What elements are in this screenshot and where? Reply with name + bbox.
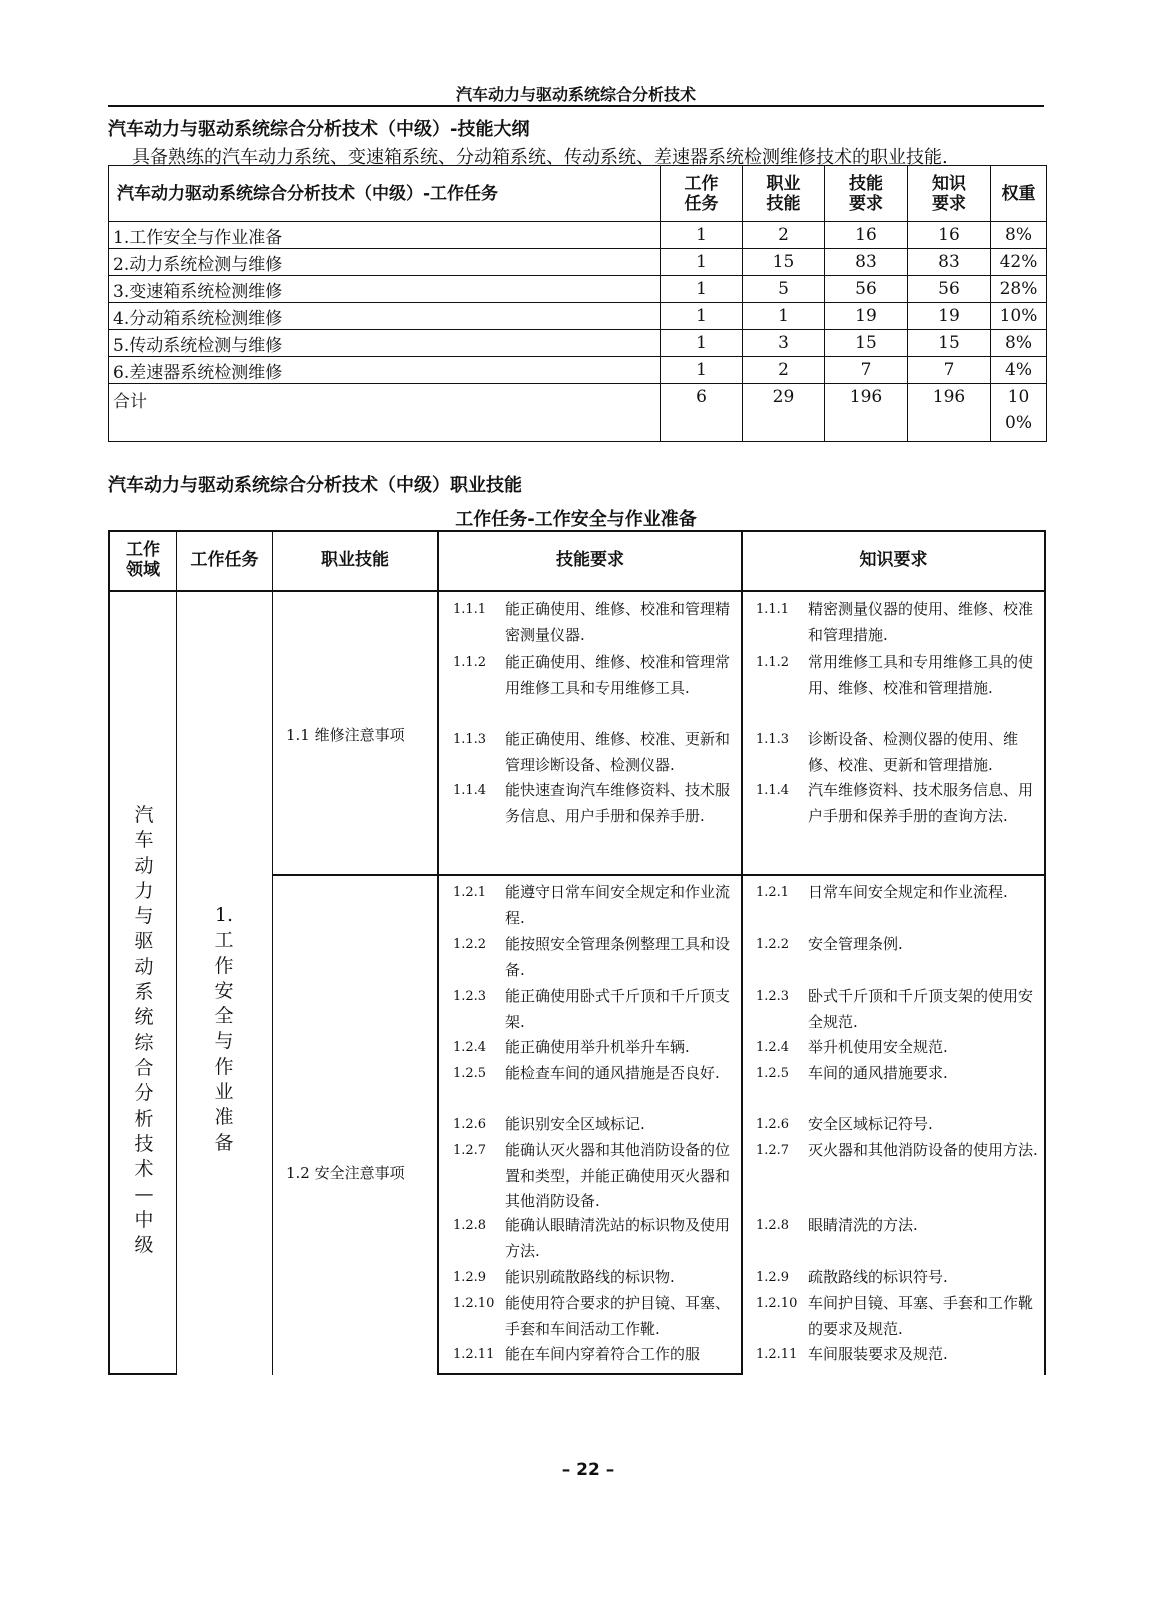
summary-value-cell: 19 xyxy=(825,303,908,330)
summary-value-cell: 19 xyxy=(908,303,991,330)
detail-header-domain xyxy=(110,530,176,590)
item-number: 1.2.2 xyxy=(453,937,487,952)
skill-req-item xyxy=(453,1265,736,1291)
knowledge-req-item xyxy=(756,984,1039,1035)
item-text: 能遵守日常车间安全规定和作业流程. xyxy=(505,883,731,927)
summary-value-cell: 2 xyxy=(743,222,825,249)
item-number: 1.2.1 xyxy=(453,885,487,900)
summary-row xyxy=(109,222,1047,249)
outline-title: 汽车动力与驱动系统综合分析技术（中级）-技能大纲 xyxy=(108,119,530,140)
knowledge-req-item xyxy=(756,1265,1039,1291)
item-text: 能快速查询汽车维修资料、技术服务信息、用户手册和保养手册. xyxy=(505,781,731,825)
summary-value-cell: 83 xyxy=(825,249,908,276)
summary-header-weight: 权重 xyxy=(991,166,1047,222)
item-text: 能正确使用卧式千斤顶和千斤顶支架. xyxy=(505,987,731,1031)
skill-name-1-1: 1.1 维修注意事项 xyxy=(286,726,405,744)
grid-line xyxy=(1044,530,1046,1375)
item-text: 安全区域标记符号. xyxy=(808,1115,933,1133)
grid-line xyxy=(108,530,110,1375)
item-number: 1.1.3 xyxy=(756,732,790,747)
summary-row xyxy=(109,357,1047,384)
item-text: 精密测量仪器的使用、维修、校准和管理措施. xyxy=(808,600,1034,644)
skill-req-item xyxy=(453,1061,736,1087)
item-text: 能正确使用、维修、校准、更新和管理诊断设备、检测仪器. xyxy=(505,730,731,774)
summary-value-cell: 56 xyxy=(825,276,908,303)
item-text: 能按照安全管理条例整理工具和设备. xyxy=(505,935,731,979)
skill-req-item xyxy=(453,1138,736,1215)
grid-line xyxy=(437,530,439,1375)
summary-task-cell: 5.传动系统检测与维修 xyxy=(109,330,661,357)
summary-value-cell: 1 xyxy=(661,276,743,303)
item-number: 1.2.4 xyxy=(453,1040,487,1055)
item-number: 1.2.11 xyxy=(756,1347,798,1362)
item-number: 1.2.9 xyxy=(756,1270,790,1285)
summary-header-skill-req-label: 技能 要求 xyxy=(849,173,883,214)
running-header: 汽车动力与驱动系统综合分析技术 xyxy=(455,85,696,104)
item-text: 常用维修工具和专用维修工具的使用、维修、校准和管理措施. xyxy=(808,653,1034,697)
summary-header-work-tasks-label: 工作 任务 xyxy=(684,173,719,214)
knowledge-req-item xyxy=(756,1342,1039,1368)
summary-row xyxy=(109,330,1047,357)
summary-header-knowledge-req-label: 知识 要求 xyxy=(932,173,966,214)
summary-value-cell: 16 xyxy=(825,222,908,249)
summary-value-cell: 1 xyxy=(661,330,743,357)
summary-value-cell: 15 xyxy=(825,330,908,357)
skill-req-item xyxy=(453,984,736,1035)
item-text: 能正确使用举升机举升车辆. xyxy=(505,1038,690,1056)
summary-row xyxy=(109,303,1047,330)
page-number: – 22 – xyxy=(561,1460,615,1480)
summary-total-row xyxy=(109,384,1047,442)
item-text: 能使用符合要求的护目镜、耳塞、手套和车间活动工作靴. xyxy=(505,1294,731,1338)
summary-value-cell: 1 xyxy=(661,249,743,276)
item-number: 1.1.4 xyxy=(756,783,790,798)
work-domain-cell: 汽车动力与驱动系统综合分析技术—中级 xyxy=(134,804,154,1257)
work-task-cell: 1.工作安全与作业准备 xyxy=(214,904,234,1154)
summary-header-task: 汽车动力驱动系统综合分析技术（中级）-工作任务 xyxy=(109,166,661,222)
item-number: 1.2.3 xyxy=(756,989,790,1004)
skill-req-item xyxy=(453,1035,736,1061)
knowledge-req-item xyxy=(756,880,1039,906)
item-number: 1.1.1 xyxy=(756,602,790,617)
item-text: 疏散路线的标识符号. xyxy=(808,1268,948,1286)
knowledge-req-item xyxy=(756,597,1039,648)
summary-row xyxy=(109,249,1047,276)
item-text: 能识别疏散路线的标识物. xyxy=(505,1268,675,1286)
summary-header-knowledge-req xyxy=(908,166,991,222)
item-text: 能识别安全区域标记. xyxy=(505,1115,645,1133)
knowledge-req-item xyxy=(756,1138,1039,1164)
summary-header-work-tasks xyxy=(661,166,743,222)
item-number: 1.2.7 xyxy=(756,1143,790,1158)
skill-req-item xyxy=(453,778,736,829)
knowledge-req-item xyxy=(756,727,1039,778)
knowledge-req-item xyxy=(756,1213,1039,1239)
skill-req-item xyxy=(453,1342,736,1368)
item-text: 举升机使用安全规范. xyxy=(808,1038,948,1056)
item-number: 1.2.9 xyxy=(453,1270,487,1285)
item-text: 灭火器和其他消防设备的使用方法. xyxy=(808,1141,1038,1159)
skill-req-item xyxy=(453,1112,736,1138)
knowledge-req-item xyxy=(756,1291,1039,1342)
summary-task-cell: 3.变速箱系统检测维修 xyxy=(109,276,661,303)
item-text: 能在车间内穿着符合工作的服 xyxy=(505,1345,701,1363)
item-text: 能正确使用、维修、校准和管理精密测量仪器. xyxy=(505,600,731,644)
summary-value-cell: 15 xyxy=(743,249,825,276)
item-number: 1.2.10 xyxy=(756,1296,798,1311)
summary-total-knowledge-req: 196 xyxy=(908,384,991,442)
item-text: 车间护目镜、耳塞、手套和工作靴的要求及规范. xyxy=(808,1294,1034,1338)
summary-task-cell: 1.工作安全与作业准备 xyxy=(109,222,661,249)
item-number: 1.2.3 xyxy=(453,989,487,1004)
knowledge-req-item xyxy=(756,650,1039,701)
skills-section-subtitle: 工作任务-工作安全与作业准备 xyxy=(455,509,697,530)
summary-value-cell: 7 xyxy=(825,357,908,384)
detail-header-task: 工作任务 xyxy=(190,550,259,570)
item-text: 能检查车间的通风措施是否良好. xyxy=(505,1064,720,1082)
summary-value-cell: 3 xyxy=(743,330,825,357)
skills-section-title: 汽车动力与驱动系统综合分析技术（中级）职业技能 xyxy=(108,475,522,496)
summary-value-cell: 4% xyxy=(991,357,1047,384)
item-text: 安全管理条例. xyxy=(808,935,903,953)
skill-req-item xyxy=(453,650,736,701)
summary-value-cell: 1 xyxy=(661,357,743,384)
detail-header-knowledge-req: 知识要求 xyxy=(859,550,928,570)
header-rule xyxy=(108,105,1044,107)
knowledge-req-item xyxy=(756,1035,1039,1061)
item-number: 1.2.4 xyxy=(756,1040,790,1055)
summary-value-cell: 83 xyxy=(908,249,991,276)
item-number: 1.2.6 xyxy=(453,1117,487,1132)
grid-line xyxy=(108,1373,176,1375)
outline-intro: 具备熟练的汽车动力系统、变速箱系统、分动箱系统、传动系统、差速器系统检测维修技术的职业技能. xyxy=(132,147,948,168)
item-number: 1.1.3 xyxy=(453,732,487,747)
grid-line xyxy=(741,530,743,1375)
summary-task-cell: 4.分动箱系统检测维修 xyxy=(109,303,661,330)
item-number: 1.2.8 xyxy=(453,1218,487,1233)
summary-table xyxy=(108,165,1047,442)
detail-header-skill: 职业技能 xyxy=(321,550,389,570)
summary-total-weight xyxy=(991,384,1047,442)
summary-value-cell: 28% xyxy=(991,276,1047,303)
skill-name-1-2: 1.2 安全注意事项 xyxy=(286,1164,405,1182)
summary-header-skills-label: 职业 技能 xyxy=(766,173,801,214)
summary-total-skills: 29 xyxy=(743,384,825,442)
item-number: 1.2.2 xyxy=(756,937,790,952)
summary-value-cell: 5 xyxy=(743,276,825,303)
item-number: 1.2.5 xyxy=(453,1066,487,1081)
item-number: 1.2.1 xyxy=(756,885,790,900)
item-number: 1.2.7 xyxy=(453,1143,487,1158)
item-number: 1.2.8 xyxy=(756,1218,790,1233)
item-text: 汽车维修资料、技术服务信息、用户手册和保养手册的查询方法. xyxy=(808,781,1034,825)
summary-header-row xyxy=(109,166,1047,222)
item-text: 车间的通风措施要求. xyxy=(808,1064,948,1082)
summary-row xyxy=(109,276,1047,303)
item-text: 卧式千斤顶和千斤顶支架的使用安全规范. xyxy=(808,987,1034,1031)
summary-value-cell: 8% xyxy=(991,330,1047,357)
item-text: 诊断设备、检测仪器的使用、维修、校准、更新和管理措施. xyxy=(808,730,1019,774)
item-text: 能确认眼睛清洗站的标识物及使用方法. xyxy=(505,1216,731,1260)
summary-task-cell: 2.动力系统检测与维修 xyxy=(109,249,661,276)
summary-value-cell: 15 xyxy=(908,330,991,357)
item-number: 1.1.1 xyxy=(453,602,487,617)
item-number: 1.2.5 xyxy=(756,1066,790,1081)
grid-line xyxy=(438,1373,743,1375)
item-number: 1.2.10 xyxy=(453,1296,495,1311)
grid-line xyxy=(176,530,177,1375)
item-number: 1.1.4 xyxy=(453,783,487,798)
summary-value-cell: 8% xyxy=(991,222,1047,249)
summary-header-skills xyxy=(743,166,825,222)
detail-header-domain-label: 工作领域 xyxy=(126,540,160,580)
skill-req-item xyxy=(453,880,736,931)
grid-line xyxy=(272,874,1046,876)
summary-value-cell: 1 xyxy=(661,303,743,330)
item-number: 1.2.11 xyxy=(453,1347,495,1362)
item-text: 能确认灭火器和其他消防设备的位置和类型，并能正确使用灭火器和其他消防设备. xyxy=(505,1141,731,1210)
summary-value-cell: 1 xyxy=(743,303,825,330)
item-text: 能正确使用、维修、校准和管理常用维修工具和专用维修工具. xyxy=(505,653,731,697)
summary-value-cell: 10% xyxy=(991,303,1047,330)
item-number: 1.1.2 xyxy=(756,655,790,670)
summary-value-cell: 2 xyxy=(743,357,825,384)
item-number: 1.2.6 xyxy=(756,1117,790,1132)
summary-total-work-tasks: 6 xyxy=(661,384,743,442)
skill-req-item xyxy=(453,727,736,778)
item-number: 1.1.2 xyxy=(453,655,487,670)
knowledge-req-item xyxy=(756,932,1039,958)
summary-total-weight-value: 100% xyxy=(1005,387,1032,433)
grid-line xyxy=(108,590,1046,592)
grid-line xyxy=(272,530,273,1375)
knowledge-req-item xyxy=(756,1061,1039,1087)
summary-value-cell: 16 xyxy=(908,222,991,249)
skill-req-item xyxy=(453,1213,736,1264)
summary-total-skill-req: 196 xyxy=(825,384,908,442)
summary-task-cell: 6.差速器系统检测维修 xyxy=(109,357,661,384)
summary-value-cell: 42% xyxy=(991,249,1047,276)
detail-header-skill-req: 技能要求 xyxy=(556,550,624,570)
skill-req-item xyxy=(453,597,736,648)
summary-value-cell: 7 xyxy=(908,357,991,384)
skill-req-item xyxy=(453,932,736,983)
summary-total-label: 合计 xyxy=(109,384,661,442)
summary-value-cell: 56 xyxy=(908,276,991,303)
item-text: 眼睛清洗的方法. xyxy=(808,1216,918,1234)
skill-req-item xyxy=(453,1291,736,1342)
summary-value-cell: 1 xyxy=(661,222,743,249)
knowledge-req-item xyxy=(756,778,1039,829)
summary-header-skill-req xyxy=(825,166,908,222)
knowledge-req-item xyxy=(756,1112,1039,1138)
detail-table xyxy=(108,530,1046,1375)
item-text: 日常车间安全规定和作业流程. xyxy=(808,883,1008,901)
item-text: 车间服装要求及规范. xyxy=(808,1345,948,1363)
